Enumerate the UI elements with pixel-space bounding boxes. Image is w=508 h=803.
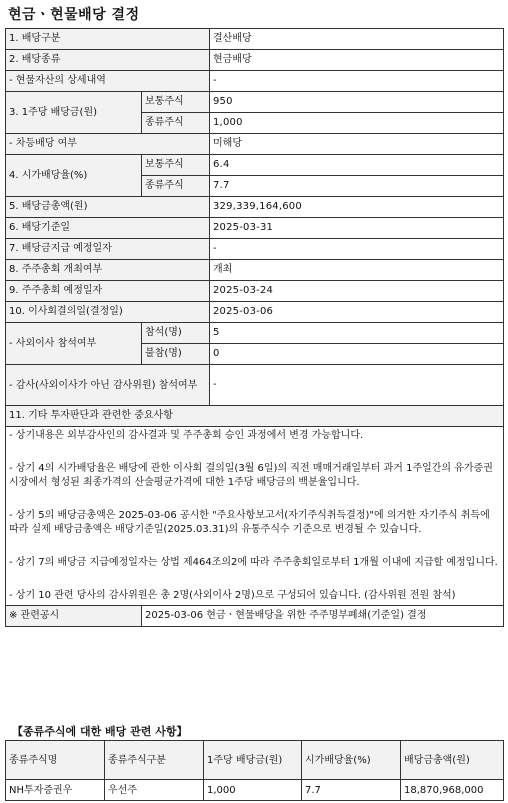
row-value: 2025-03-06 [210,302,504,323]
disclosure-table [5,28,504,627]
note-text: - 상기 7의 배당금 지급예정일자는 상법 제464조의2에 따라 주주총회일로부터 1개월 이내에 지급할 예정입니다. [9,557,498,568]
row-value: 결산배당 [210,29,504,50]
row-value: - [210,365,504,406]
row-label: 3. 1주당 배당금(원) [6,92,142,134]
row-value: 950 [210,92,504,113]
note-text: - 상기 5의 배당금총액은 2025-03-06 공시한 "주요사항보고서(자기주식취득결정)"에 의거한 자기주식 취득에 따라 실제 배당금총액은 배당기준일(2025.03.31)의 유통주식수 기준으로 변경될 수 있습니다. [9,510,490,535]
row-label: - 차등배당 여부 [6,134,210,155]
row-value: 0 [210,344,504,365]
table-row [6,218,504,239]
table-row [6,780,504,801]
row-value: 개최 [210,260,504,281]
row-value: 미해당 [210,134,504,155]
row-label: 7. 배당금지급 예정일자 [6,239,210,260]
table-header-row [6,741,504,780]
row-sublabel: 보통주식 [142,155,210,176]
row-value: - [210,71,504,92]
row-label: 2. 배당종류 [6,50,210,71]
row-sublabel: 불참(명) [142,344,210,365]
row-label: 9. 주주총회 예정일자 [6,281,210,302]
table-row [6,302,504,323]
table-row [6,155,504,176]
row-sublabel: 종류주식 [142,113,210,134]
note-text: - 상기 10 관련 당사의 감사위원은 총 2명(사외이사 2명)으로 구성되어 있습니다. (감사위원 전원 참석) [9,590,456,601]
preferred-stock-table [5,740,504,801]
row-sublabel: 참석(명) [142,323,210,344]
column-header: 종류주식명 [6,741,105,780]
row-sublabel: 보통주식 [142,92,210,113]
row-value: 7.7 [210,176,504,197]
row-value: 329,339,164,600 [210,197,504,218]
row-label: - 사외이사 참석여부 [6,323,142,365]
row-value: 현금배당 [210,50,504,71]
table-cell: 18,870,968,000 [401,780,504,801]
row-value: 2025-03-31 [210,218,504,239]
section-title: 【종류주식에 대한 배당 관련 사항】 [12,725,188,738]
table-row [6,239,504,260]
row-value: 5 [210,323,504,344]
table-row [6,29,504,50]
table-cell: 1,000 [204,780,302,801]
row-sublabel: 종류주식 [142,176,210,197]
row-label: - 감사(사외이사가 아닌 감사위원) 참석여부 [6,365,210,406]
table-row [6,365,504,406]
row-label: 10. 이사회결의일(결정일) [6,302,210,323]
row-label: - 현물자산의 상세내역 [6,71,210,92]
table-row [6,71,504,92]
table-row [6,92,504,113]
note-text: - 상기 4의 시가배당율은 배당에 관한 이사회 결의일(3월 6일)의 직전 매매거래일부터 과거 1주일간의 유가증권시장에서 형성된 최종가격의 산술평균가격에 대한 1주당 배당금의 백분율입니다. [9,463,493,488]
notes-row [6,427,504,606]
table-cell: 우선주 [105,780,204,801]
row-label: 8. 주주총회 개최여부 [6,260,210,281]
notes-cell [6,427,504,606]
row-value: 1,000 [210,113,504,134]
related-disclosure-link[interactable]: 2025-03-06 현금ㆍ현물배당을 위한 주주명부폐쇄(기준일) 결정 [142,606,504,627]
row-value: 6.4 [210,155,504,176]
page-title: 현금ㆍ현물배당 결정 [8,7,140,23]
row-label: 6. 배당기준일 [6,218,210,239]
table-row [6,406,504,427]
column-header: 시가배당율(%) [302,741,401,780]
table-row [6,197,504,218]
column-header: 종류주식구분 [105,741,204,780]
row-label: 5. 배당금총액(원) [6,197,210,218]
related-label: ※ 관련공시 [6,606,142,627]
table-row [6,323,504,344]
table-cell: NH투자증권우 [6,780,105,801]
column-header: 1주당 배당금(원) [204,741,302,780]
table-row [6,260,504,281]
table-row [6,281,504,302]
table-cell: 7.7 [302,780,401,801]
table-row [6,50,504,71]
row-value: - [210,239,504,260]
row-value: 2025-03-24 [210,281,504,302]
column-header: 배당금총액(원) [401,741,504,780]
table-row [6,134,504,155]
note-text: - 상기내용은 외부감사인의 감사결과 및 주주총회 승인 과정에서 변경 가능합니다. [9,430,364,441]
row-label: 1. 배당구분 [6,29,210,50]
row-label: 11. 기타 투자판단과 관련한 중요사항 [6,406,504,427]
row-label: 4. 시가배당율(%) [6,155,142,197]
table-row [6,606,504,627]
